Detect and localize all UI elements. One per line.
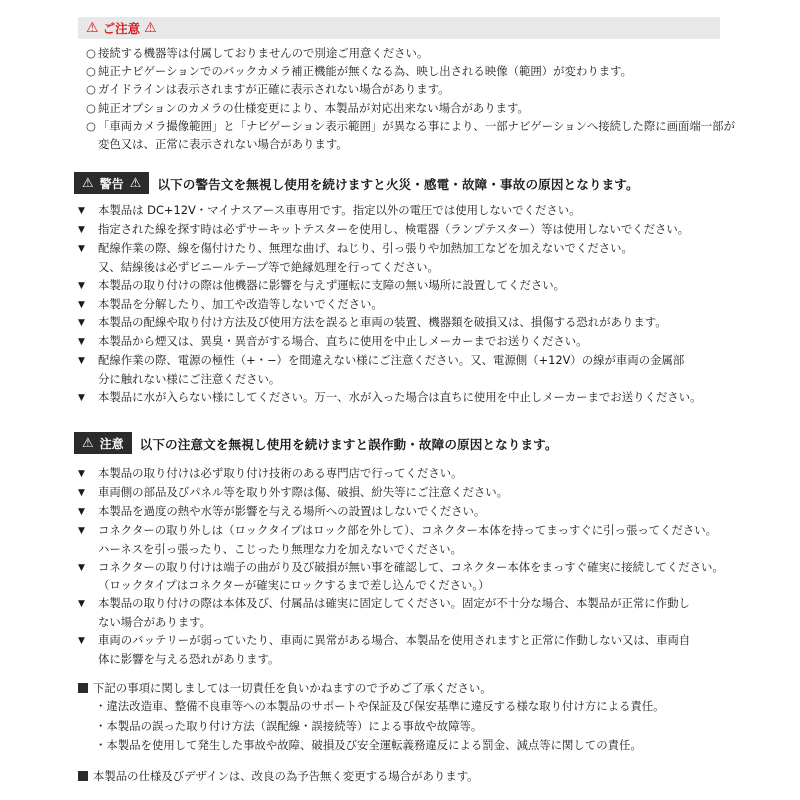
- triangle-bullet-icon: ▼: [78, 224, 85, 235]
- caution-item-text: 本製品の取り付けは必ず取り付け技術のある専門店で行ってください。: [98, 466, 463, 480]
- footer-text: 本製品の仕様及びデザインは、改良の為予告無く変更する場合があります。: [93, 769, 479, 783]
- caution-item: [78, 465, 728, 484]
- caution-item-text: 車両のバッテリーが弱っていたり、車両に異常がある場合、本製品を使用されますと正常に作動しない又は、車両自: [98, 633, 691, 648]
- triangle-bullet-icon: ▼: [78, 393, 85, 404]
- warning-item: [78, 202, 728, 221]
- caution-item: [78, 595, 728, 614]
- warning-icon: ⚠: [82, 435, 94, 451]
- notice-item: [86, 117, 735, 135]
- notice-list: [86, 44, 735, 153]
- notice-item: [86, 99, 726, 117]
- disclaimer-heading-text: 下記の事項に関しましては一切責任を負いかねますので予めご了承ください。: [93, 681, 492, 695]
- triangle-bullet-icon: ▼: [78, 599, 85, 610]
- caution-item: [78, 503, 728, 522]
- disclaimer-item: ・違法改造車、整備不良車等への本製品のサポートや保証及び保安基準に違反する様な取り付け方による責任。: [95, 699, 665, 713]
- warning-item-text: 本製品は DC+12V・マイナスアース車専用です。指定以外の電圧では使用しないでください。: [98, 203, 581, 217]
- caution-item: [78, 632, 728, 651]
- notice-item: [86, 62, 726, 80]
- warning-item-text: 配線作業の際、線を傷付けたり、無理な曲げ、ねじり、引っ張りや加熱加工などを加えないでください。: [98, 240, 633, 255]
- warning-icon: ⚠: [129, 175, 142, 191]
- notice-item: [86, 80, 726, 98]
- notice-item-text: 「車両カメラ撮像範囲」と「ナビゲーション表示範囲」が異なる事により、一部ナビゲーションへ接続した際に画面端一部が: [98, 118, 735, 133]
- warning-item-text: 指定された線を探す時は必ずサーキットテスターを使用し、検電器（ランプテスター）等は使用しないでください。: [98, 221, 690, 236]
- triangle-bullet-icon: ▼: [78, 506, 85, 517]
- triangle-bullet-icon: ▼: [78, 636, 85, 647]
- warning-badge: [74, 172, 149, 194]
- warning-item-continued: 又、結線後は必ずビニールテープ等で絶縁処理を行ってください。: [98, 259, 439, 274]
- warning-item-continued: 分に触れない様にご注意ください。: [98, 372, 281, 387]
- warning-header: [74, 172, 639, 194]
- triangle-bullet-icon: ▼: [78, 318, 85, 329]
- caution-lead: 以下の注意文を無視し使用を続けますと誤作動・故障の原因となります。: [139, 436, 558, 452]
- warning-item: [78, 314, 728, 333]
- caution-item: [78, 484, 728, 503]
- warning-icon: ⚠: [82, 175, 94, 191]
- disclaimer-heading: [78, 680, 492, 696]
- caution-list: [78, 465, 728, 669]
- caution-badge: [74, 432, 132, 454]
- warning-list: [78, 202, 728, 408]
- disclaimer-list: [95, 697, 665, 756]
- warning-item-text: 本製品から煙又は、異臭・異音がする場合、直ちに使用を中止しメーカーまでお送りください。: [98, 334, 588, 349]
- warning-lead: 以下の警告文を無視し使用を続けますと火災・感電・故障・事故の原因となります。: [157, 176, 639, 192]
- caution-item-text: コネクターの取り外しは（ロックタイプはロック部を外して）、コネクター本体を持ってまっすぐに引っ張ってください。: [98, 522, 718, 537]
- triangle-bullet-icon: ▼: [78, 299, 85, 310]
- warning-item: [78, 240, 728, 259]
- notice-item: [86, 44, 726, 62]
- triangle-bullet-icon: ▼: [78, 356, 85, 367]
- warning-item: [78, 277, 728, 296]
- triangle-bullet-icon: ▼: [78, 280, 85, 291]
- caution-header: [74, 432, 558, 454]
- warning-item: [78, 389, 728, 408]
- caution-item-continued: 体に影響を与える恐れがあります。: [98, 652, 280, 667]
- caution-item: [78, 522, 728, 541]
- footer-note: [78, 768, 479, 784]
- warning-item-text: 本製品の配線や取り付け方法及び使用方法を誤ると車両の装置、機器類を破損又は、損傷する恐れがあります。: [98, 315, 667, 330]
- circle-bullet-icon: ○: [86, 100, 96, 115]
- triangle-bullet-icon: ▼: [78, 243, 85, 254]
- triangle-bullet-icon: ▼: [78, 562, 85, 573]
- triangle-bullet-icon: ▼: [78, 206, 85, 216]
- caution-item-text: コネクターの取り付けは端子の曲がり及び破損が無い事を確認して、コネクター本体をまっすぐ確実に接続してください。: [98, 559, 724, 574]
- warning-item-text: 本製品の取り付けの際は他機器に影響を与えず運転に支障の無い場所に設置してください。: [98, 277, 566, 292]
- square-bullet-icon: [78, 683, 88, 693]
- circle-bullet-icon: ○: [86, 46, 96, 60]
- notice-item-continued: 変色又は、正常に表示されない場合があります。: [98, 137, 348, 152]
- caution-item-text: 本製品を過度の熱や水等が影響を与える場所への設置はしないでください。: [98, 503, 486, 518]
- warning-item: [78, 221, 728, 240]
- warning-item-text: 配線作業の際、電源の極性（+・−）を間違えない様にご注意ください。又、電源側（+12V）の線が車両の金属部: [98, 353, 685, 368]
- triangle-bullet-icon: ▼: [78, 487, 85, 498]
- warning-item: [78, 352, 728, 371]
- warning-item-text: 本製品に水が入らない様にしてください。万一、水が入った場合は直ちに使用を中止しメーカーまでお送りください。: [98, 390, 702, 405]
- triangle-bullet-icon: ▼: [78, 337, 85, 348]
- warning-icon: ⚠: [144, 20, 157, 36]
- warning-badge-label: 警告: [99, 176, 124, 191]
- disclaimer-item: ・本製品の誤った取り付け方法（誤配線・誤接続等）による事故や故障等。: [95, 718, 483, 733]
- circle-bullet-icon: ○: [86, 82, 96, 97]
- warning-icon: ⚠: [86, 20, 99, 36]
- notice-item-text: 純正オプションのカメラの仕様変更により、本製品が対応出来ない場合があります。: [98, 100, 529, 115]
- triangle-bullet-icon: ▼: [78, 525, 85, 536]
- notice-item-text: 純正ナビゲーションでのバックカメラ補正機能が無くなる為、映し出される映像（範囲）が変わります。: [98, 64, 632, 79]
- caution-item-continued: （ロックタイプはコネクターが確実にロックするまで差し込んでください。）: [98, 578, 490, 593]
- caution-item: [78, 559, 728, 578]
- caution-badge-label: 注意: [99, 436, 124, 451]
- circle-bullet-icon: ○: [86, 64, 96, 79]
- square-bullet-icon: [78, 771, 88, 781]
- warning-item: [78, 296, 728, 315]
- circle-bullet-icon: ○: [86, 118, 96, 133]
- caution-item-text: 本製品の取り付けの際は本体及び、付属品は確実に固定してください。固定が不十分な場合、本製品が正常に作動し: [98, 596, 690, 611]
- disclaimer-item: ・本製品を使用して発生した事故や故障、破損及び安全運転義務違反による罰金、減点等に関しての責任。: [95, 738, 642, 753]
- notice-title: ご注意: [102, 21, 141, 36]
- warning-item-text: 本製品を分解したり、加工や改造等しないでください。: [98, 296, 383, 311]
- warning-item: [78, 333, 728, 352]
- notice-header: [78, 17, 720, 39]
- caution-item-continued: ない場合があります。: [98, 615, 211, 630]
- triangle-bullet-icon: ▼: [78, 469, 85, 479]
- notice-item-text: 接続する機器等は付属しておりませんので別途ご用意ください。: [98, 46, 429, 60]
- caution-item-continued: ハーネスを引っ張ったり、こじったり無理な力を加えないでください。: [98, 541, 462, 556]
- caution-item-text: 車両側の部品及びパネル等を取り外す際は傷、破損、紛失等にご注意ください。: [98, 484, 509, 499]
- notice-item-text: ガイドラインは表示されますが正確に表示されない場合があります。: [98, 82, 450, 97]
